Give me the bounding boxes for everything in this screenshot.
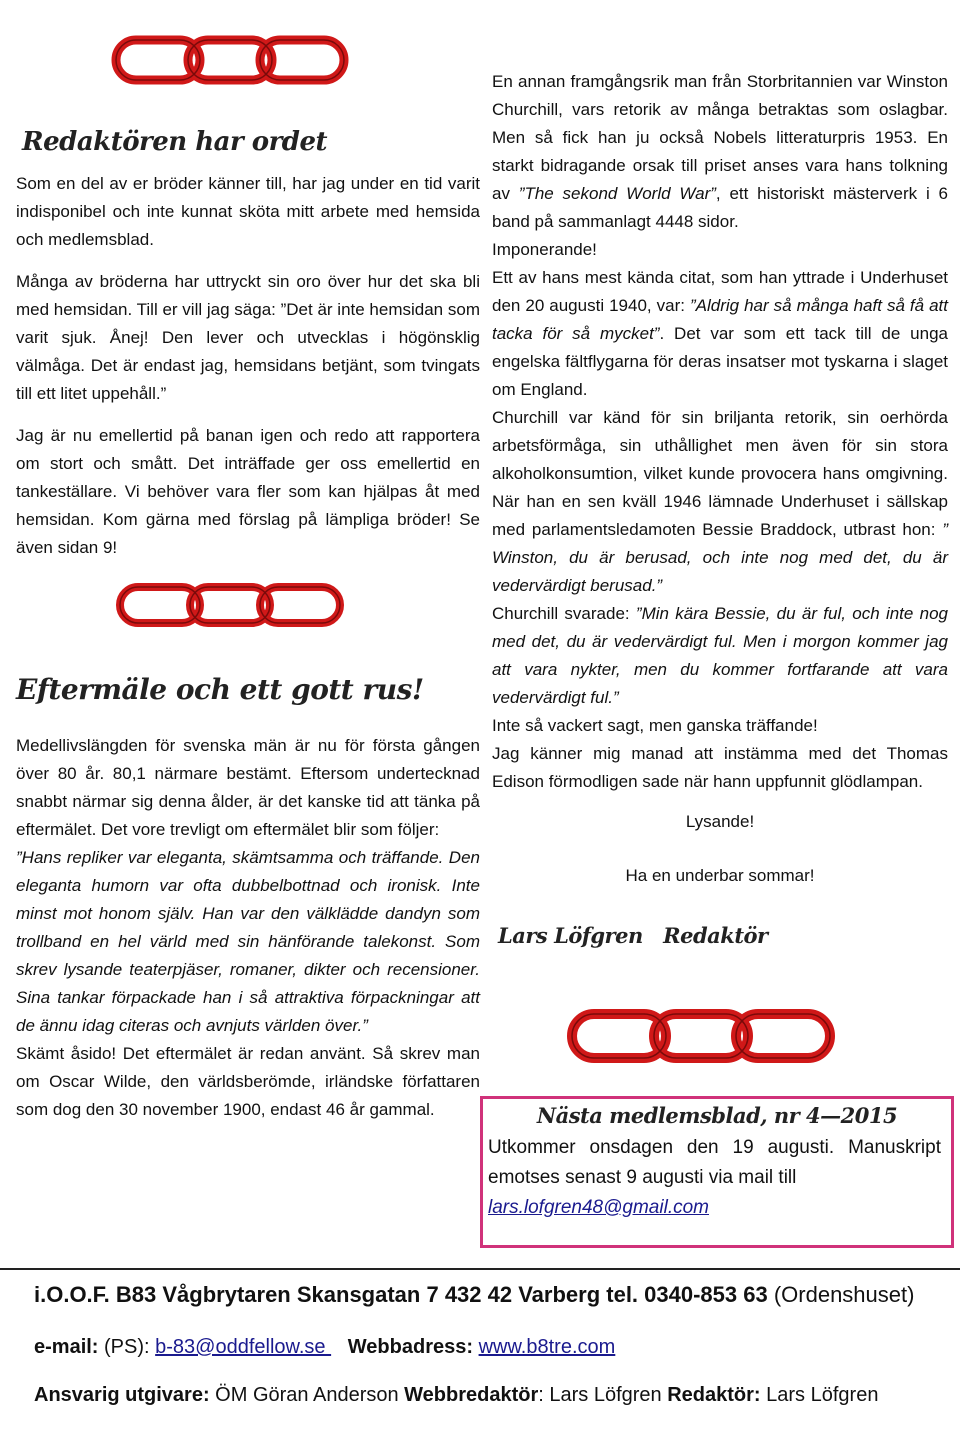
org-info: i.O.O.F. B83 Vågbrytaren Skansgatan 7 432 42 Varberg tel. 0340-853 63 (Ordenshuset) [34,1282,915,1307]
next-issue-title: Nästa medlemsblad, nr 4—2015 [536,1103,898,1128]
publisher-info: Ansvarig utgivare: ÖM Göran Anderson Webbredaktör: Lars Löfgren Redaktör: Lars Löfgren [34,1384,879,1406]
editor-heading: Redaktören har ordet [22,127,328,157]
paragraph: En annan framgångsrik man från Storbritannien var Winston Churchill, vars retorik av många betraktas som oslagbar. Men så fick han ju också Nobels litteraturpris 1953. En starkt bidragande orsak till priset anses vara hans tolkning av ”The sekond World War”, ett historiskt mästerverk i 6 band på sammanlagt 4448 sidor. [492,72,948,231]
lysande-text: Lysande! [685,812,755,831]
next-issue-text: Utkommer onsdagen den 19 augusti. Manuskript emotses senast 9 augusti via mail till lars.lofgren48@gmail.com [488,1137,941,1218]
paragraph: Som en del av er bröder känner till, har jag under en tid varit indisponibel och inte kunnat sköta mitt arbete med hemsida och medlemsblad. [16,174,480,249]
next-issue-box [480,1096,954,1248]
lodge-email-link[interactable]: b-83@oddfellow.se [155,1336,332,1358]
paragraph: Jag känner mig manad att instämma med det Thomas Edison förmodligen sade när hann uppfunnit glödlampan. [492,744,948,791]
left-column [16,124,480,562]
right-column [492,68,948,950]
summer-greeting: Ha en underbar sommar! [625,866,815,885]
divider [0,1268,960,1270]
paragraph: Inte så vackert sagt, men ganska träffande! [492,716,818,735]
website-link[interactable]: www.b8tre.com [478,1336,616,1358]
paragraph: Skämt åsido! Det eftermälet är redan använt. Så skrev man om Oscar Wilde, den världsberömde, irländske författaren som dog den 30 november 1900, endast 46 år gammal. [16,1044,480,1119]
contact-info: e-mail: (PS): b-83@oddfellow.se Webbadress: www.b8tre.com [34,1336,616,1358]
paragraph: Många av bröderna har uttryckt sin oro över hur det ska bli med hemsidan. Till er vill jag säga: ”Det är inte hemsidan som varit sjuk. Ånej! Den lever och utvecklas i högönsklig välmåga. Det är endast jag, hemsidans betjänt, som tvingats till ett litet uppehåll.” [16,272,480,403]
left-column-lower [16,670,480,1124]
signature: Lars Löfgren Redaktör [498,923,768,948]
paragraph: Imponerande! [492,240,597,259]
quote-paragraph: ”Hans repliker var eleganta, skämtsamma och träffande. Den eleganta humorn var ofta dubbelbottnad och ironisk. Inte minst mot honom själv. Han var den välklädde dandyn som trollband en hel värld med sin hänförande talekonst. Som skrev lysande teaterpjäser, romaner, dikter och recensioner. Sina tankar förpackade han i så attraktiva förpackningar att de ännu idag citeras och avnjuts världen över.” [16,848,480,1035]
paragraph: Churchill svarade: ”Min kära Bessie, du är ful, och inte nog med det, du är vedervärdigt ful. Men i morgon kommer jag att vara nykter, men du kommer fortfarande att vara vedervärdigt ful.” [492,604,949,707]
chain-link-icon [108,30,356,90]
paragraph: Medellivslängden för svenska män är nu för första gången över 80 år. 80,1 närmare bestämt. Eftersom undertecknad snabbt närmar sig denna ålder, är det kanske tid att tänka på eftermälet. Det vore trevligt om eftermälet blir som följer: [16,736,480,839]
paragraph: Churchill var känd för sin briljanta retorik, sin oerhörda arbetsförmåga, sin uthållighet men även för sin stora alkoholkonsumtion, vilket kunde provocera hans omgivning. När han en sen kväll 1946 lämnade Underhuset i sällskap med parlamentsledamoten Bessie Braddock, utbrast hon: ” Winston, du är berusad, och inte nog med det, du är vedervärdigt berusad.” [492,408,948,595]
chain-link-icon [564,1004,840,1068]
paragraph: Jag är nu emellertid på banan igen och redo att rapportera om stort och smått. Det inträffade ger oss emellertid en tankeställare. Vi behöver vara fler som kan hjälpas åt med hemsidan. Kom gärna med förslag på lämpliga bröder! Se även sidan 9! [16,426,480,557]
eftermale-heading: Eftermäle och ett gott rus! [16,673,424,706]
editor-email-link[interactable]: lars.lofgren48@gmail.com [488,1197,709,1218]
paragraph: Ett av hans mest kända citat, som han yttrade i Underhuset den 20 augusti 1940, var: ”Aldrig har så många haft så få att tacka för så mycket”. Det var som ett tack till de unga engelska fältflygarna för deras insatser mot tyskarna i slaget om England. [492,268,948,399]
chain-link-icon [112,578,348,632]
